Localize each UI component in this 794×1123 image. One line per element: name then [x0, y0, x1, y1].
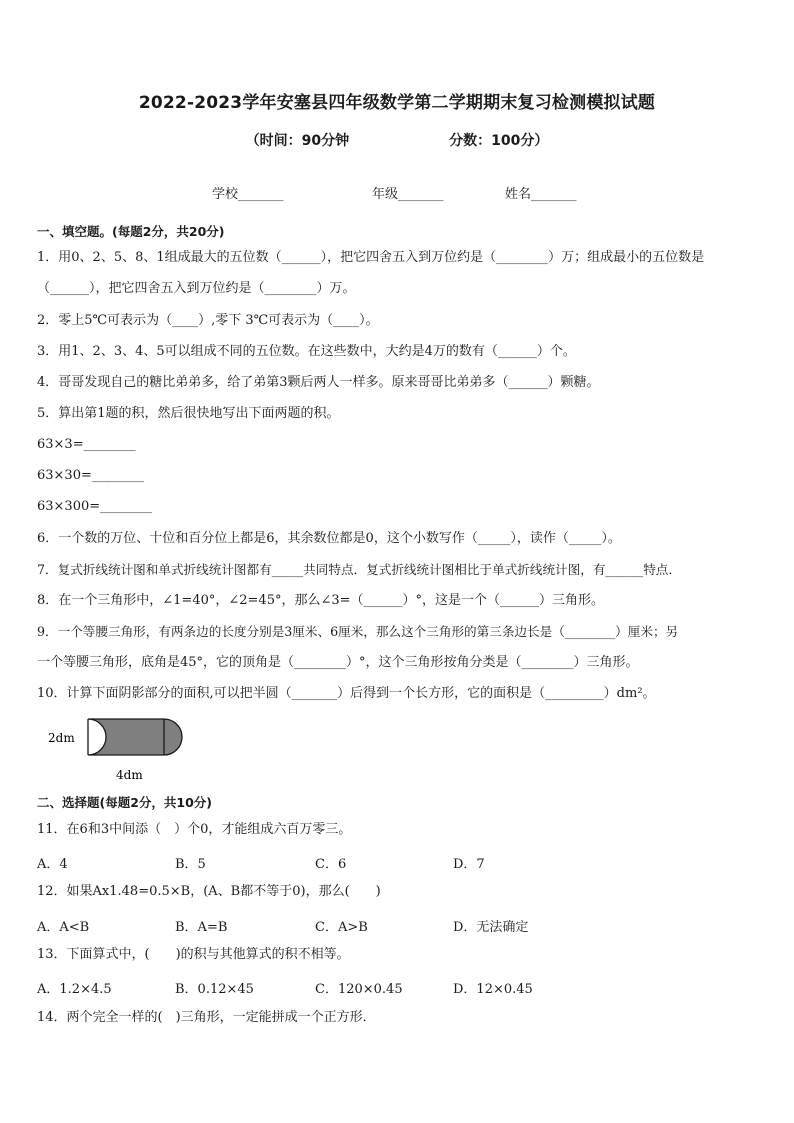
figure-width-label: 4dm — [116, 768, 143, 782]
question-5: 5．算出第1题的积，然后很快地写出下面两题的积。 — [37, 406, 340, 421]
q11-option-d[interactable]: D．7 — [453, 857, 485, 872]
section-heading-choice: 二、选择题(每题2分，共10分) — [37, 795, 213, 810]
question-3: 3．用1、2、3、4、5可以组成不同的五位数。在这些数中，大约是4万的数有（______）个。 — [37, 344, 576, 359]
q11-option-b[interactable]: B．5 — [175, 857, 206, 872]
question-13: 13．下面算式中，( )的积与其他算式的积不相等。 — [37, 947, 350, 962]
question-1-line-1: 1．用0、2、5、8、1组成最大的五位数（______），把它四舍五入到万位约是（________）万；组成最小的五位数是 — [37, 250, 705, 265]
q13-option-d[interactable]: D．12×0.45 — [453, 982, 533, 997]
grade-field[interactable]: 年级_______ — [372, 187, 444, 202]
question-12: 12．如果Ax1.48=0.5×B，(A、B都不等于0)，那么( ) — [37, 884, 381, 899]
q13-option-b[interactable]: B．0.12×45 — [175, 982, 254, 997]
q11-option-c[interactable]: C．6 — [315, 857, 347, 872]
question-7: 7．复式折线统计图和单式折线统计图都有_____共同特点．复式折线统计图相比于单式折线统计图，有______特点． — [37, 562, 681, 577]
question-5-calc-3: 63×300=________ — [37, 499, 153, 514]
q13-option-a[interactable]: A．1.2×4.5 — [37, 982, 112, 997]
question-11: 11．在6和3中间添（ ）个0，才能组成六百万零三。 — [37, 822, 352, 837]
exam-score: 分数：100分） — [449, 133, 549, 149]
question-4: 4．哥哥发现自己的糖比弟弟多，给了弟第3颗后两人一样多。原来哥哥比弟弟多（______）颗糖。 — [37, 375, 600, 390]
shaded-region — [88, 719, 182, 755]
q12-option-c[interactable]: C．A>B — [315, 920, 368, 935]
question-14: 14．两个完全一样的( )三角形，一定能拼成一个正方形． — [37, 1010, 376, 1025]
q13-option-c[interactable]: C．120×0.45 — [315, 982, 403, 997]
page-title: 2022-2023学年安塞县四年级数学第二学期期末复习检测模拟试题 — [138, 93, 656, 113]
exam-time: （时间：90分钟 — [245, 133, 350, 149]
question-10: 10．计算下面阴影部分的面积,可以把半圆（_______）后得到一个长方形，它的面积是（_________）dm²。 — [37, 686, 656, 701]
name-field[interactable]: 姓名_______ — [505, 187, 577, 202]
q12-option-b[interactable]: B．A=B — [175, 920, 228, 935]
question-8: 8．在一个三角形中，∠1=40°，∠2=45°，那么∠3=（______）°，这是一个（______）三角形。 — [37, 593, 605, 608]
figure-height-label: 2dm — [48, 731, 75, 745]
question-5-calc-1: 63×3=________ — [37, 437, 136, 452]
school-field[interactable]: 学校_______ — [212, 187, 284, 202]
q11-option-a[interactable]: A．4 — [37, 857, 68, 872]
section-heading-fill: 一、填空题。(每题2分，共20分) — [37, 224, 225, 239]
shaded-area-figure — [40, 715, 240, 787]
question-2: 2．零上5℃可表示为（____）,零下 3℃可表示为（____）。 — [37, 313, 379, 328]
exam-meta — [0, 130, 794, 150]
question-5-calc-2: 63×30=________ — [37, 468, 144, 483]
q12-option-d[interactable]: D．无法确定 — [453, 920, 529, 935]
question-9-line-1: 9．一个等腰三角形，有两条边的长度分别是3厘米、6厘米，那么这个三角形的第三条边长是（________）厘米；另 — [37, 624, 679, 639]
question-1-line-2: （______），把它四舍五入到万位约是（________）万。 — [37, 281, 356, 296]
question-9-line-2: 一个等腰三角形，底角是45°，它的顶角是（________）°，这个三角形按角分类是（________）三角形。 — [37, 655, 639, 670]
q12-option-a[interactable]: A．A<B — [37, 920, 90, 935]
question-6: 6．一个数的万位、十位和百分位上都是6，其余数位都是0，这个小数写作（_____），读作（_____）。 — [37, 531, 621, 546]
